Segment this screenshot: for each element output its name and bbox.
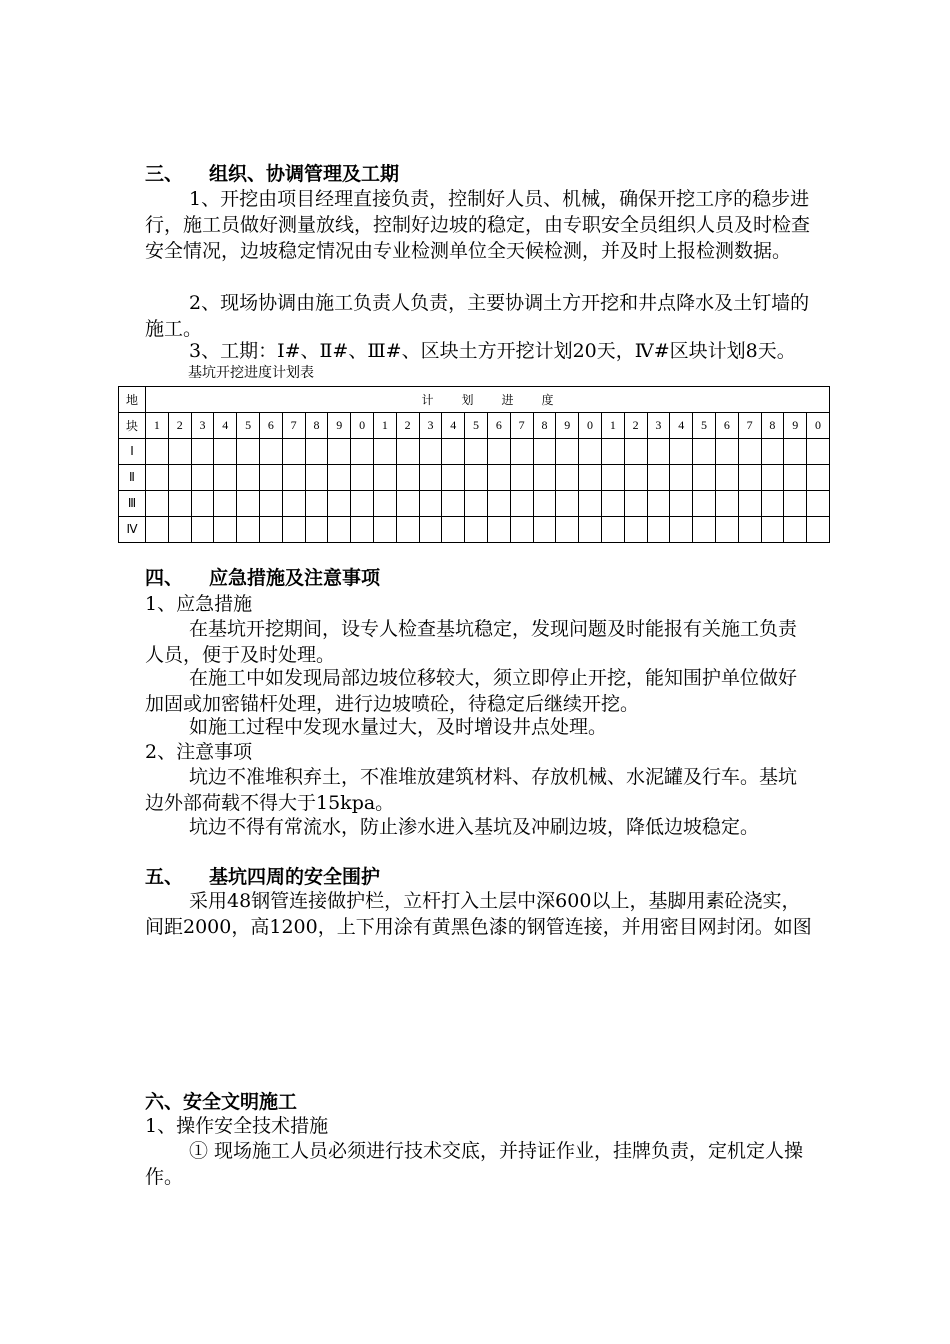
schedule-cell [761,491,784,517]
schedule-cell [510,465,533,491]
schedule-cell [373,465,396,491]
day-cell: 5 [465,413,488,439]
schedule-cell [146,517,169,543]
day-cell: 3 [419,413,442,439]
schedule-cell [214,491,237,517]
schedule-cell [533,491,556,517]
schedule-cell [396,465,419,491]
schedule-table [118,386,830,543]
schedule-cell [396,491,419,517]
schedule-cell [487,465,510,491]
schedule-cell [305,517,328,543]
schedule-cell [259,491,282,517]
schedule-cell [373,439,396,465]
day-cell: 7 [282,413,305,439]
schedule-cell [647,439,670,465]
schedule-cell [647,465,670,491]
section-3-title: 组织、协调管理及工期 [209,163,400,185]
schedule-cell [442,491,465,517]
schedule-cell [146,491,169,517]
schedule-cell [465,439,488,465]
schedule-cell [191,465,214,491]
schedule-cell [556,465,579,491]
section-6-sub-1: 1、操作安全技术措施 [145,1115,329,1137]
day-cell: 6 [259,413,282,439]
schedule-cell [738,439,761,465]
schedule-cell [259,465,282,491]
schedule-cell [715,517,738,543]
schedule-cell [784,517,807,543]
schedule-cell [715,465,738,491]
schedule-cell [305,465,328,491]
schedule-cell [533,517,556,543]
schedule-cell [784,491,807,517]
schedule-cell [784,465,807,491]
schedule-cell [579,439,602,465]
section-4-paragraph-3: 如施工过程中发现水量过大，及时增设井点处理。 [189,716,608,738]
schedule-cell [579,465,602,491]
block-label: Ⅲ [119,491,146,517]
schedule-corner-bottom: 块 [119,413,146,439]
section-3-paragraph-2: 2、现场协调由施工负责人负责，主要协调土方开挖和井点降水及土钉墙的施工。 [145,292,810,340]
day-cell: 6 [487,413,510,439]
schedule-cell [624,517,647,543]
schedule-cell [624,491,647,517]
schedule-cell [670,517,693,543]
block-label: Ⅳ [119,517,146,543]
schedule-cell [191,491,214,517]
schedule-cell [601,465,624,491]
schedule-cell [715,439,738,465]
schedule-cell [510,439,533,465]
day-cell: 1 [373,413,396,439]
schedule-cell [373,517,396,543]
schedule-cell [442,439,465,465]
section-4-sub-1: 1、应急措施 [145,593,253,615]
schedule-cell [487,517,510,543]
day-cell: 0 [579,413,602,439]
schedule-cell [693,491,716,517]
schedule-cell [693,439,716,465]
day-cell: 7 [510,413,533,439]
schedule-cell [624,465,647,491]
schedule-cell [328,439,351,465]
day-cell: 2 [396,413,419,439]
day-cell: 4 [442,413,465,439]
schedule-cell [442,465,465,491]
schedule-cell [214,439,237,465]
schedule-cell [807,491,830,517]
schedule-cell [465,465,488,491]
day-cell: 0 [351,413,374,439]
schedule-cell [328,517,351,543]
day-cell: 7 [738,413,761,439]
schedule-cell [146,439,169,465]
schedule-cell [510,517,533,543]
schedule-cell [214,517,237,543]
schedule-cell [693,517,716,543]
schedule-caption: 基坑开挖进度计划表 [188,365,314,381]
day-cell: 8 [305,413,328,439]
schedule-cell [328,465,351,491]
schedule-cell [282,491,305,517]
schedule-cell [373,491,396,517]
schedule-cell [761,465,784,491]
schedule-cell [419,491,442,517]
schedule-cell [465,491,488,517]
section-4-heading [145,566,380,590]
schedule-cell [282,439,305,465]
schedule-cell [556,491,579,517]
schedule-cell [191,439,214,465]
schedule-cell [465,517,488,543]
schedule-cell [351,439,374,465]
schedule-cell [305,491,328,517]
schedule-block-row [119,491,830,517]
schedule-cell [693,465,716,491]
schedule-cell [807,517,830,543]
block-label: Ⅱ [119,465,146,491]
section-5-paragraph-1: 采用48钢管连接做护栏，立杆打入土层中深600以上，基脚用素砼浇实，间距2000，高1200，上下用涂有黄黑色漆的钢管连接，并用密目网封闭。如图 [145,890,812,938]
section-4-paragraph-5: 坑边不得有常流水，防止渗水进入基坑及冲刷边坡，降低边坡稳定。 [189,816,760,838]
plan-char: 度 [541,393,554,407]
section-4-sub-2: 2、注意事项 [145,741,253,763]
day-cell: 8 [761,413,784,439]
schedule-cell [351,491,374,517]
schedule-cell [761,439,784,465]
schedule-cell [761,517,784,543]
schedule-cell [510,491,533,517]
day-cell: 9 [556,413,579,439]
day-cell: 6 [715,413,738,439]
schedule-cell [168,465,191,491]
schedule-cell [601,517,624,543]
schedule-cell [168,491,191,517]
schedule-header-row [119,387,830,413]
section-6-heading: 六、安全文明施工 [145,1091,298,1113]
schedule-cell [419,439,442,465]
schedule-cell [738,465,761,491]
schedule-cell [442,517,465,543]
day-cell: 1 [146,413,169,439]
schedule-cell [305,439,328,465]
schedule-days-row [119,413,830,439]
schedule-cell [146,465,169,491]
schedule-cell [328,491,351,517]
schedule-block-row [119,465,830,491]
block-label: Ⅰ [119,439,146,465]
day-cell: 9 [784,413,807,439]
schedule-cell [396,517,419,543]
schedule-cell [738,491,761,517]
schedule-cell [624,439,647,465]
schedule-cell [670,491,693,517]
schedule-cell [237,491,260,517]
schedule-cell [784,439,807,465]
schedule-cell [807,465,830,491]
schedule-cell [259,517,282,543]
day-cell: 2 [624,413,647,439]
schedule-cell [738,517,761,543]
schedule-cell [556,439,579,465]
day-cell: 4 [214,413,237,439]
schedule-cell [168,517,191,543]
schedule-cell [601,439,624,465]
section-5-heading [145,865,380,889]
schedule-cell [282,517,305,543]
schedule-cell [191,517,214,543]
day-cell: 5 [237,413,260,439]
section-4-title: 应急措施及注意事项 [209,567,381,589]
schedule-cell [487,439,510,465]
schedule-cell [647,491,670,517]
schedule-cell [351,465,374,491]
day-cell: 1 [601,413,624,439]
day-cell: 8 [533,413,556,439]
day-cell: 9 [328,413,351,439]
section-3-number: 三、 [145,163,184,185]
plan-char: 计 [421,393,434,407]
schedule-cell [533,439,556,465]
schedule-cell [237,517,260,543]
schedule-cell [647,517,670,543]
day-cell: 2 [168,413,191,439]
section-5-number: 五、 [145,866,184,888]
day-cell: 3 [647,413,670,439]
section-5-title: 基坑四周的安全围护 [209,866,381,888]
plan-char: 划 [461,393,474,407]
schedule-cell [601,491,624,517]
section-3-paragraph-1: 1、开挖由项目经理直接负责，控制好人员、机械，确保开挖工序的稳步进行，施工员做好测量放线，控制好边坡的稳定，由专职安全员组织人员及时检查安全情况，边坡稳定情况由专业检测单位全天候检测，并及时上报检测数据。 [145,188,811,262]
schedule-cell [579,517,602,543]
schedule-cell [214,465,237,491]
section-4-number: 四、 [145,567,184,589]
schedule-cell [715,491,738,517]
schedule-cell [807,439,830,465]
section-4-paragraph-2: 在施工中如发现局部边坡位移较大，须立即停止开挖，能知围护单位做好加固或加密锚杆处理，进行边坡喷砼，待稳定后继续开挖。 [145,667,798,715]
schedule-block-row [119,517,830,543]
schedule-cell [670,465,693,491]
day-cell: 4 [670,413,693,439]
schedule-cell [259,439,282,465]
schedule-cell [579,491,602,517]
schedule-cell [351,517,374,543]
plan-char: 进 [501,393,514,407]
day-cell: 0 [807,413,830,439]
schedule-cell [237,465,260,491]
section-6-paragraph-1: ① 现场施工人员必须进行技术交底，并持证作业，挂牌负责，定机定人操作。 [145,1140,804,1188]
schedule-cell [533,465,556,491]
section-3-heading [145,162,399,186]
section-3-paragraph-3: 3、工期：Ⅰ#、Ⅱ#、Ⅲ#、区块土方开挖计划20天，Ⅳ#区块计划8天。 [189,340,796,362]
schedule-cell [419,517,442,543]
section-4-paragraph-1: 在基坑开挖期间，设专人检查基坑稳定，发现问题及时能报有关施工负责人员，便于及时处理。 [145,618,798,666]
schedule-cell [670,439,693,465]
schedule-block-row [119,439,830,465]
schedule-cell [419,465,442,491]
schedule-cell [282,465,305,491]
schedule-cell [396,439,419,465]
schedule-cell [556,517,579,543]
schedule-plan-header [146,387,830,413]
day-cell: 3 [191,413,214,439]
section-4-paragraph-4: 坑边不准堆积弃土，不准堆放建筑材料、存放机械、水泥罐及行车。基坑边外部荷载不得大于15kpa。 [145,766,798,814]
schedule-cell [168,439,191,465]
schedule-corner-top: 地 [119,387,146,413]
schedule-cell [237,439,260,465]
schedule-cell [487,491,510,517]
day-cell: 5 [693,413,716,439]
